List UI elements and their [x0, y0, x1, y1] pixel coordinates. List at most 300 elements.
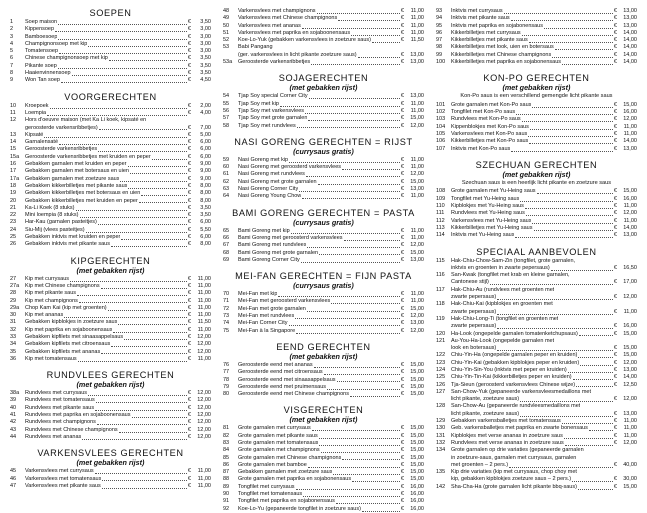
- menu-item[interactable]: [436, 196, 637, 203]
- item-number: 126: [435, 381, 446, 388]
- menu-item-list: [223, 157, 424, 201]
- menu-item[interactable]: [436, 59, 637, 66]
- menu-item[interactable]: [223, 506, 424, 513]
- item-price: 13,00: [410, 186, 424, 193]
- menu-item[interactable]: [223, 235, 424, 242]
- menu-item[interactable]: [10, 397, 211, 404]
- menu-item[interactable]: [436, 265, 637, 272]
- item-price: 11,00: [623, 123, 637, 130]
- menu-item[interactable]: [436, 316, 637, 323]
- menu-item[interactable]: [223, 391, 424, 398]
- dot-leader: [333, 473, 399, 475]
- item-price: 3,50: [200, 62, 211, 69]
- item-number: 8: [10, 70, 14, 77]
- menu-item[interactable]: [436, 403, 637, 410]
- currency-symbol: €: [187, 40, 191, 47]
- menu-item[interactable]: [223, 362, 424, 369]
- item-name: Tongfilet met tomatensaus: [237, 491, 303, 498]
- menu-item[interactable]: [10, 19, 211, 26]
- currency-symbol: €: [187, 226, 191, 233]
- menu-item[interactable]: [10, 356, 211, 363]
- menu-item[interactable]: [436, 272, 637, 279]
- menu-item[interactable]: [223, 123, 424, 130]
- menu-item[interactable]: [223, 30, 424, 37]
- menu-item[interactable]: [10, 276, 211, 283]
- item-price: 13,00: [410, 59, 424, 66]
- menu-item[interactable]: [223, 433, 424, 440]
- menu-item[interactable]: [10, 183, 211, 190]
- menu-item[interactable]: [10, 341, 211, 348]
- item-name: Tongfilet met Yu-Heing saus: [450, 195, 520, 202]
- menu-item[interactable]: [223, 291, 424, 298]
- menu-item[interactable]: [436, 131, 637, 138]
- item-name: Rundvlees met champignons: [25, 419, 96, 426]
- menu-item[interactable]: [10, 154, 211, 161]
- menu-item[interactable]: [223, 320, 424, 327]
- item-name: look en botersaus): [450, 345, 497, 352]
- menu-item[interactable]: [223, 179, 424, 186]
- menu-item[interactable]: [436, 389, 637, 396]
- item-number: 44: [10, 433, 17, 440]
- menu-item[interactable]: [223, 171, 424, 178]
- item-number: 92: [222, 505, 230, 512]
- dot-leader: [520, 400, 613, 402]
- item-number: 12: [10, 117, 17, 124]
- dot-leader: [301, 261, 400, 263]
- dot-leader: [95, 472, 187, 474]
- currency-symbol: €: [613, 439, 617, 446]
- menu-item[interactable]: [436, 258, 637, 265]
- dot-leader: [96, 401, 187, 403]
- item-price: 12,00: [197, 404, 211, 411]
- menu-item[interactable]: [10, 63, 211, 70]
- dot-leader: [551, 269, 613, 271]
- menu-item[interactable]: [436, 232, 637, 239]
- menu-item[interactable]: [223, 23, 424, 30]
- menu-item[interactable]: [436, 462, 637, 469]
- menu-item[interactable]: [10, 117, 211, 124]
- menu-item[interactable]: [436, 210, 637, 217]
- menu-item[interactable]: [436, 146, 637, 153]
- menu-item[interactable]: [223, 447, 424, 454]
- item-price: 16,50: [623, 264, 637, 271]
- item-name: Mei-Fan Corner City: [237, 320, 288, 327]
- item-number: 123: [435, 359, 446, 366]
- currency-symbol: €: [400, 305, 404, 312]
- currency-symbol: €: [400, 186, 404, 193]
- menu-item[interactable]: [223, 384, 424, 391]
- menu-item[interactable]: [10, 168, 211, 175]
- section-title: SOEPEN: [89, 8, 132, 18]
- item-number: 131: [435, 432, 446, 439]
- item-number: 70: [222, 291, 230, 298]
- menu-section: [10, 370, 211, 441]
- section-title: SPECIAAL AANBEVOLEN: [476, 246, 597, 257]
- menu-item[interactable]: [10, 26, 211, 33]
- item-number: 49: [222, 15, 230, 22]
- menu-item[interactable]: [436, 138, 637, 145]
- dot-leader: [577, 459, 636, 460]
- section-title: KIPGERECHTEN: [70, 255, 151, 266]
- dot-leader: [534, 229, 613, 231]
- menu-item[interactable]: [436, 109, 637, 116]
- section-note: Kon-Po saus is een verschillend gemengde licht pikante saus: [460, 93, 613, 100]
- menu-item[interactable]: [436, 30, 637, 37]
- menu-item[interactable]: [10, 110, 211, 117]
- menu-item[interactable]: [223, 108, 424, 115]
- dot-leader: [289, 324, 400, 326]
- currency-symbol: €: [187, 139, 191, 146]
- item-price: 13,00: [623, 366, 637, 373]
- menu-item[interactable]: [10, 305, 211, 312]
- dot-leader: [559, 321, 636, 322]
- menu-item[interactable]: [223, 101, 424, 108]
- menu-item[interactable]: [10, 41, 211, 48]
- menu-item[interactable]: [223, 37, 424, 44]
- item-name: (ger. varkensvlees in licht pikante zoetzure saus): [237, 51, 357, 58]
- menu-item[interactable]: [223, 59, 424, 66]
- currency-symbol: €: [187, 190, 191, 197]
- menu-item[interactable]: [436, 338, 637, 345]
- menu-item[interactable]: [223, 491, 424, 498]
- item-number: 3: [10, 33, 14, 40]
- menu-item[interactable]: [223, 52, 424, 59]
- currency-symbol: €: [187, 19, 191, 25]
- menu-item[interactable]: [10, 349, 211, 356]
- menu-item[interactable]: [10, 234, 211, 241]
- item-price: 13,00: [623, 145, 637, 152]
- menu-item[interactable]: [223, 164, 424, 171]
- menu-item[interactable]: [10, 319, 211, 326]
- menu-item[interactable]: [436, 484, 637, 491]
- menu-item[interactable]: [223, 93, 424, 100]
- currency-symbol: €: [400, 171, 404, 178]
- menu-item[interactable]: [436, 455, 637, 462]
- menu-item[interactable]: [223, 369, 424, 376]
- menu-item[interactable]: [436, 309, 637, 316]
- menu-item[interactable]: [436, 469, 637, 476]
- menu-item[interactable]: [10, 55, 211, 62]
- section-subtitle: (met gebakken rijst): [502, 169, 571, 179]
- menu-item[interactable]: [10, 190, 211, 197]
- currency-symbol: €: [400, 122, 404, 129]
- item-name: Tongfilet met currysaus: [237, 483, 295, 490]
- item-number: 62: [222, 178, 230, 185]
- item-name: Mei-Fan met geroosterd varkensvlees: [237, 298, 331, 305]
- menu-item-list: [436, 102, 637, 153]
- menu-item[interactable]: [436, 116, 637, 123]
- menu-item[interactable]: [10, 103, 211, 110]
- menu-item[interactable]: [10, 132, 211, 139]
- menu-item[interactable]: [436, 411, 637, 418]
- item-number: 66: [222, 234, 230, 241]
- currency-symbol: €: [613, 461, 617, 468]
- menu-item[interactable]: [10, 205, 211, 212]
- menu-item[interactable]: [223, 476, 424, 483]
- menu-item[interactable]: [436, 102, 637, 109]
- currency-symbol: €: [400, 498, 404, 505]
- item-price: 12,00: [197, 426, 211, 433]
- menu-item[interactable]: [436, 367, 637, 374]
- currency-symbol: €: [613, 8, 617, 14]
- menu-item[interactable]: [436, 52, 637, 59]
- item-name: Kip met pikante saus: [25, 290, 77, 297]
- currency-symbol: €: [613, 203, 617, 210]
- item-name: Rundvlees met ananas: [25, 433, 82, 440]
- currency-symbol: €: [613, 37, 617, 44]
- item-name: Gebakken garnalen met kruiden en peper: [25, 161, 127, 168]
- item-number: 101: [435, 101, 446, 108]
- menu-item[interactable]: [10, 139, 211, 146]
- menu-item[interactable]: [436, 476, 637, 483]
- dot-leader: [578, 356, 613, 358]
- menu-item[interactable]: [223, 455, 424, 462]
- dot-leader: [351, 34, 400, 36]
- menu-item[interactable]: [223, 193, 424, 200]
- menu-item[interactable]: [436, 352, 637, 359]
- menu-column-2: [217, 8, 430, 512]
- item-name: Sha-Cha-Ha (grote garnalen licht pikante bbq-saus): [450, 483, 577, 490]
- menu-item[interactable]: [10, 283, 211, 290]
- menu-item[interactable]: [10, 412, 211, 419]
- dot-leader: [511, 150, 613, 152]
- item-number: 43: [10, 426, 17, 433]
- menu-item[interactable]: [10, 405, 211, 412]
- dot-leader: [562, 422, 613, 424]
- menu-item[interactable]: [10, 327, 211, 334]
- item-name: Varkensvlees met Yu-Heing saus: [450, 217, 532, 224]
- item-number: 14: [10, 139, 17, 146]
- menu-item[interactable]: [223, 469, 424, 476]
- menu-item[interactable]: [436, 218, 637, 225]
- currency-symbol: €: [613, 294, 617, 301]
- dot-leader: [319, 437, 400, 439]
- menu-item-list: [223, 425, 424, 513]
- dot-leader: [101, 352, 187, 354]
- item-name: Gebakken inktvis met pikante saus: [25, 241, 110, 248]
- currency-symbol: €: [400, 461, 404, 468]
- currency-symbol: €: [187, 175, 191, 182]
- menu-item[interactable]: [10, 468, 211, 475]
- currency-symbol: €: [400, 59, 404, 66]
- item-price: 6,00: [200, 139, 211, 146]
- menu-item[interactable]: [436, 294, 637, 301]
- menu-item[interactable]: [10, 176, 211, 183]
- menu-item[interactable]: [10, 427, 211, 434]
- menu-item[interactable]: [436, 447, 637, 454]
- menu-item[interactable]: [436, 37, 637, 44]
- menu-item[interactable]: [10, 146, 211, 153]
- dot-leader: [128, 187, 187, 189]
- item-number: 107: [435, 145, 446, 152]
- menu-item[interactable]: [436, 323, 637, 330]
- item-price: 11,50: [197, 319, 211, 326]
- item-name: Babi Pangang: [237, 44, 273, 51]
- item-number: 88: [222, 476, 230, 483]
- item-number: 132: [435, 439, 446, 446]
- menu-item[interactable]: [10, 476, 211, 483]
- item-price: 11,50: [410, 37, 424, 44]
- menu-item[interactable]: [10, 219, 211, 226]
- item-number: 82: [222, 432, 230, 439]
- menu-item[interactable]: [436, 374, 637, 381]
- menu-item[interactable]: [10, 298, 211, 305]
- menu-item[interactable]: [10, 70, 211, 77]
- item-price: 12,00: [197, 397, 211, 404]
- menu-item[interactable]: [223, 15, 424, 22]
- item-name: Kippenblokjes met Kon-Po saus: [450, 123, 529, 130]
- menu-item[interactable]: [223, 250, 424, 257]
- item-name: Varkensvlees met champignons: [237, 8, 316, 14]
- menu-item[interactable]: [436, 433, 637, 440]
- currency-symbol: €: [613, 396, 617, 403]
- menu-column-1: [4, 8, 217, 489]
- item-name: Inktvis met Kon-Po saus: [450, 145, 511, 152]
- menu-item[interactable]: [10, 227, 211, 234]
- item-number: 17a: [10, 175, 20, 182]
- menu-item[interactable]: [10, 290, 211, 297]
- dot-leader: [98, 223, 187, 225]
- dot-leader: [576, 385, 613, 387]
- item-price: 12,00: [623, 210, 637, 217]
- menu-item[interactable]: [10, 434, 211, 441]
- dot-leader: [59, 52, 187, 54]
- currency-symbol: €: [187, 234, 191, 241]
- menu-item[interactable]: [223, 306, 424, 313]
- item-price: 12,00: [623, 359, 637, 366]
- menu-item[interactable]: [223, 498, 424, 505]
- menu-item[interactable]: [10, 390, 211, 397]
- menu-item[interactable]: [10, 161, 211, 168]
- menu-item[interactable]: [436, 425, 637, 432]
- dot-leader: [552, 56, 613, 58]
- menu-item[interactable]: [10, 312, 211, 319]
- dot-leader: [309, 97, 400, 99]
- item-name: Mini loempia (8 stuks): [25, 212, 79, 219]
- menu-item[interactable]: [10, 212, 211, 219]
- menu-item[interactable]: [223, 377, 424, 384]
- menu-item[interactable]: [436, 396, 637, 403]
- menu-item[interactable]: [10, 483, 211, 490]
- currency-symbol: €: [613, 116, 617, 123]
- item-price: 11,00: [197, 275, 211, 282]
- currency-symbol: €: [400, 93, 404, 100]
- currency-symbol: €: [400, 327, 404, 334]
- item-name: Chiu-Yin-Tin-Kai (kikkerbilletjes peper en kruiden): [450, 374, 572, 381]
- menu-item[interactable]: [223, 186, 424, 193]
- dot-leader: [308, 466, 400, 468]
- menu-item[interactable]: [10, 48, 211, 55]
- menu-item[interactable]: [10, 241, 211, 248]
- item-name: Grote garnalen met currysaus: [237, 425, 311, 432]
- menu-item[interactable]: [223, 440, 424, 447]
- menu-item[interactable]: [223, 8, 424, 15]
- dot-leader: [130, 172, 187, 174]
- currency-symbol: €: [400, 361, 404, 368]
- menu-item[interactable]: [436, 203, 637, 210]
- item-price: 15,00: [623, 345, 637, 352]
- item-number: 15: [10, 146, 17, 153]
- menu-item[interactable]: [436, 8, 637, 15]
- menu-item[interactable]: [223, 462, 424, 469]
- section-subtitle: (met gebakken rijst): [289, 415, 358, 425]
- menu-item[interactable]: [223, 484, 424, 491]
- item-name: Kikkerbilletjes met Kon-Po saus: [450, 138, 529, 145]
- menu-item[interactable]: [436, 124, 637, 131]
- menu-item[interactable]: [436, 225, 637, 232]
- menu-item-list: [10, 19, 211, 85]
- menu-item[interactable]: [223, 228, 424, 235]
- menu-item[interactable]: [10, 198, 211, 205]
- menu-item[interactable]: [223, 257, 424, 264]
- menu-item[interactable]: [10, 125, 211, 132]
- dot-leader: [111, 345, 187, 347]
- dot-leader: [520, 415, 613, 417]
- menu-item[interactable]: [436, 15, 637, 22]
- menu-item[interactable]: [223, 115, 424, 122]
- dot-leader: [585, 452, 636, 453]
- dot-leader: [308, 119, 400, 121]
- menu-item[interactable]: [10, 77, 211, 84]
- menu-item[interactable]: [223, 298, 424, 305]
- menu-item[interactable]: [10, 334, 211, 341]
- item-name: Au-You-Ha-Look (ongepelde garnalen met: [450, 337, 555, 344]
- item-price: 12,00: [410, 171, 424, 178]
- dot-leader: [295, 317, 400, 319]
- currency-symbol: €: [400, 8, 404, 14]
- menu-item[interactable]: [436, 188, 637, 195]
- currency-symbol: €: [187, 55, 191, 62]
- menu-item[interactable]: [223, 44, 424, 51]
- menu-item[interactable]: [223, 328, 424, 335]
- menu-item[interactable]: [436, 23, 637, 30]
- currency-symbol: €: [400, 227, 404, 234]
- currency-symbol: €: [187, 131, 191, 138]
- menu-item[interactable]: [436, 382, 637, 389]
- dot-leader: [302, 197, 400, 199]
- menu-item[interactable]: [436, 287, 637, 294]
- item-name: Geroosterde varkensribbetjes: [25, 146, 98, 153]
- dot-leader: [303, 495, 400, 497]
- menu-item[interactable]: [10, 34, 211, 41]
- item-name: Gebakken kipfilets met sinaasappelsaus: [25, 333, 124, 340]
- menu-item[interactable]: [436, 279, 637, 286]
- item-number: 5: [10, 48, 14, 55]
- menu-column-3: [430, 8, 643, 490]
- menu-item[interactable]: [436, 418, 637, 425]
- menu-item[interactable]: [223, 425, 424, 432]
- dot-leader: [504, 12, 613, 14]
- menu-item[interactable]: [436, 345, 637, 352]
- menu-item[interactable]: [436, 331, 637, 338]
- menu-item[interactable]: [436, 301, 637, 308]
- currency-symbol: €: [187, 348, 191, 355]
- item-name: Kikkerbilletjes met pikante saus: [450, 37, 528, 44]
- menu-item[interactable]: [223, 157, 424, 164]
- menu-item[interactable]: [223, 242, 424, 249]
- menu-section: [10, 92, 211, 249]
- menu-item[interactable]: [436, 360, 637, 367]
- item-name: Kipsaté: [25, 131, 44, 138]
- currency-symbol: €: [613, 366, 617, 373]
- dot-leader: [350, 395, 400, 397]
- menu-item[interactable]: [223, 313, 424, 320]
- currency-symbol: €: [613, 145, 617, 152]
- menu-item[interactable]: [436, 440, 637, 447]
- menu-item[interactable]: [436, 44, 637, 51]
- item-price: 15,00: [410, 376, 424, 383]
- menu-item[interactable]: [10, 419, 211, 426]
